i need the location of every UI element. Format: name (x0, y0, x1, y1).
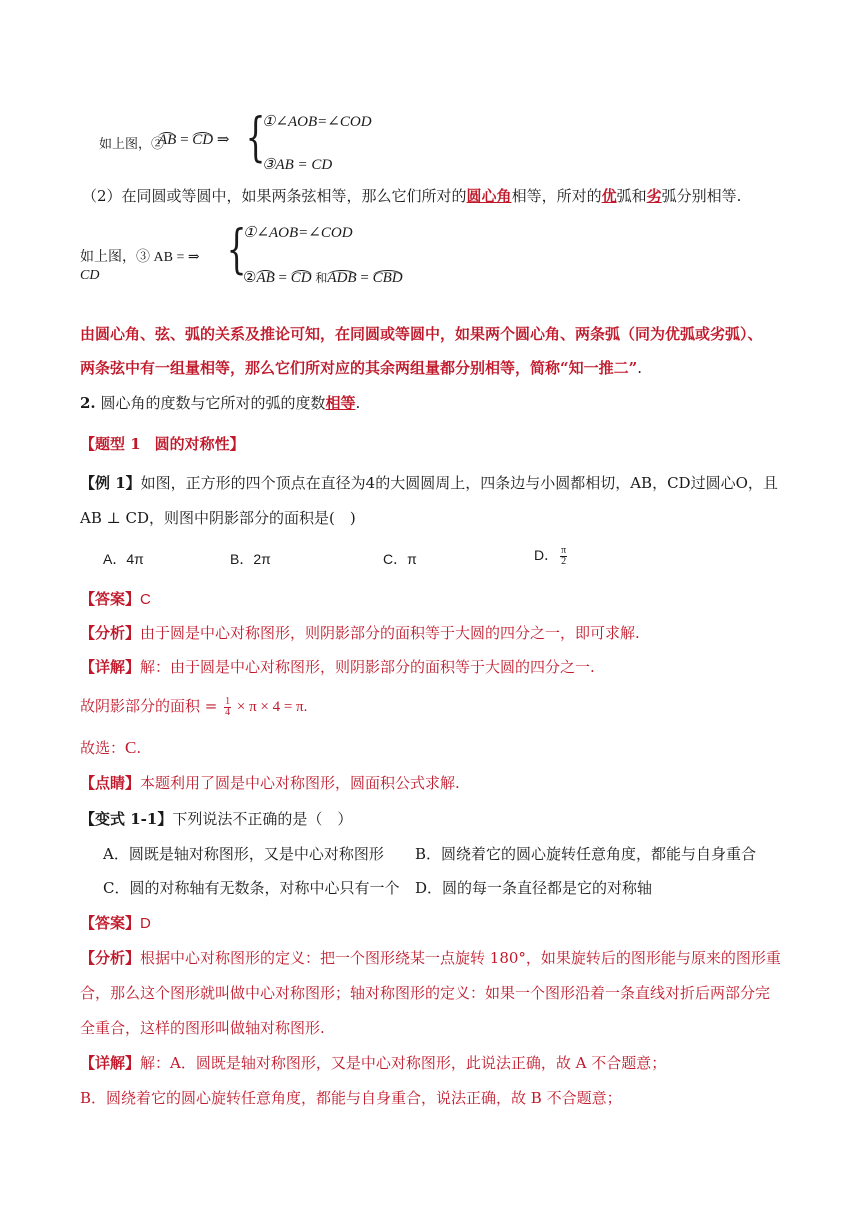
arc-cd: CD (192, 132, 214, 148)
variant-analysis-line1: 【分析】根据中心对称图形的定义：把一个图形绕某一点旋转 180°，如果旋转后的图形能与原来的图形重 (80, 949, 781, 967)
block1-equation: AB = CD ⇒ (158, 132, 230, 148)
block2-line1: ①∠AOB=∠COD (243, 225, 353, 241)
topic-header: 【题型 1 圆的对称性】 (80, 435, 245, 453)
block1-line2: ③AB = CD (262, 157, 333, 173)
variant-detail-line2: B．圆绕着它的圆心旋转任意角度，都能与自身重合，说法正确，故 B 不合题意； (80, 1089, 622, 1107)
point2: 2. 圆心角的度数与它所对的弧的度数相等. (80, 394, 361, 412)
variant-answer: 【答案】D (80, 914, 151, 932)
variant-option-a: A．圆既是轴对称图形，又是中心对称图形 (103, 845, 384, 863)
term-major: 优 (601, 187, 617, 205)
example1-option-a: A．4π (103, 551, 144, 567)
term-minor: 劣 (646, 187, 662, 205)
example1-option-b: B．2π (230, 551, 271, 567)
variant-analysis-line2: 合，那么这个图形就叫做中心对称图形；轴对称图形的定义：如果一个图形沿着一条直线对折后两部分完 (80, 984, 771, 1002)
block1-prefix: 如上图，② (99, 137, 165, 152)
example1-option-c: C．π (383, 551, 417, 567)
variant-analysis-line3: 全重合，这样的图形叫做轴对称图形. (80, 1019, 325, 1037)
example1-option-d: D． $\frac{\pi}{2}$ (534, 544, 567, 567)
example1-calculation: 故阴影部分的面积 = $\frac{1}{4}$ × π × 4 = π. (80, 695, 308, 718)
brace: { (226, 220, 247, 280)
block2-prefix2: CD (80, 268, 100, 283)
variant-option-b: B．圆绕着它的圆心旋转任意角度，都能与自身重合 (415, 845, 757, 863)
example1-analysis: 【分析】由于圆是中心对称图形，则阴影部分的面积等于大圆的四分之一，即可求解. (80, 624, 640, 642)
para2: （2）在同圆或等圆中，如果两条弦相等，那么它们所对的圆心角相等，所对的优弧和劣弧分别相等. (82, 187, 742, 205)
example1-comment: 【点睛】本题利用了圆是中心对称图形，圆面积公式求解. (80, 774, 460, 792)
summary-line2: 两条弦中有一组量相等，那么它们所对应的其余两组量都分别相等，简称“知一推二”. (80, 359, 643, 377)
block2-line2: ②AB = CD 和ADB = CBD (243, 270, 403, 286)
arc-ab: AB (158, 132, 177, 148)
example1-choice: 故选：C. (80, 738, 142, 757)
term-equal: 相等 (325, 394, 356, 412)
example1-detail: 【详解】解：由于圆是中心对称图形，则阴影部分的面积等于大圆的四分之一. (80, 658, 595, 676)
variant-detail-line1: 【详解】解：A．圆既是轴对称图形，又是中心对称图形，此说法正确，故 A 不合题意； (80, 1054, 667, 1072)
example1-line2: AB ⊥ CD，则图中阴影部分的面积是( ) (80, 509, 356, 527)
example1-answer: 【答案】C (80, 590, 151, 608)
block1-line1: ①∠AOB=∠COD (262, 114, 372, 130)
example1-line1: 【例 1】如图，正方形的四个顶点在直径为4的大圆圆周上，四条边与小圆都相切，AB，CD过圆心O，且 (80, 474, 778, 492)
variant-question: 【变式 1-1】下列说法不正确的是（ ） (80, 810, 353, 828)
brace: { (245, 108, 266, 168)
block2-prefix: 如上图，③ AB = ⇒ (80, 250, 200, 265)
summary-line1: 由圆心角、弦、弧的关系及推论可知，在同圆或等圆中，如果两个圆心角、两条弧（同为优弧或劣弧）、 (80, 325, 763, 343)
variant-option-c: C．圆的对称轴有无数条，对称中心只有一个 (103, 879, 400, 897)
variant-option-d: D．圆的每一条直径都是它的对称轴 (415, 879, 653, 897)
term-central-angle: 圆心角 (466, 187, 512, 205)
